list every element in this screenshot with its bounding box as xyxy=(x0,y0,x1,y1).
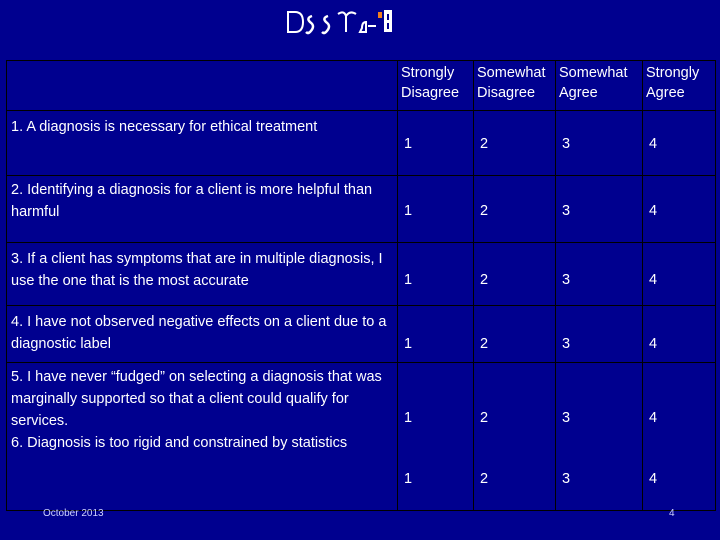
score-3: 3 xyxy=(556,111,643,176)
score-2: 2 xyxy=(474,243,556,306)
statement-3: 3. If a client has symptoms that are in multiple diagnosis, I use the one that is the most accurate xyxy=(7,243,398,306)
footer-date: October 2013 xyxy=(43,508,104,519)
statement-1: 1. A diagnosis is necessary for ethical treatment xyxy=(7,111,398,176)
header-somewhat-disagree: Somewhat Disagree xyxy=(474,61,556,111)
survey-table xyxy=(6,60,716,511)
slide-title xyxy=(0,4,720,40)
header-strongly-disagree: Strongly Disagree xyxy=(398,61,474,111)
statement-5: 5. I have never “fudged” on selecting a diagnosis that was marginally supported so that a client could qualify for services. xyxy=(11,369,382,429)
score-3: 3 3 xyxy=(556,363,643,511)
table-row xyxy=(7,243,716,306)
statement-4: 4. I have not observed negative effects on a client due to a diagnostic label xyxy=(7,306,398,363)
statement-2: 2. Identifying a diagnosis for a client is more helpful than harmful xyxy=(7,176,398,243)
score-4: 4 4 xyxy=(643,363,716,511)
table-row xyxy=(7,306,716,363)
score-3: 3 xyxy=(556,306,643,363)
statement-6: 6. Diagnosis is too rigid and constrained by statistics xyxy=(11,435,348,451)
table-row xyxy=(7,176,716,243)
score-2: 2 xyxy=(474,306,556,363)
header-somewhat-agree: Somewhat Agree xyxy=(556,61,643,111)
dsm-5-title-logo xyxy=(286,6,406,38)
statement-5-6 xyxy=(7,363,398,511)
score-4: 4 xyxy=(643,176,716,243)
table-row xyxy=(7,111,716,176)
score-1: 1 xyxy=(398,176,474,243)
score-1: 1 xyxy=(398,306,474,363)
header-row xyxy=(7,61,716,111)
page-number: 4 xyxy=(669,508,675,519)
score-1: 1 xyxy=(398,243,474,306)
score-4: 4 xyxy=(643,111,716,176)
score-1: 1 xyxy=(398,111,474,176)
score-1: 1 1 xyxy=(398,363,474,511)
score-2: 2 2 xyxy=(474,363,556,511)
header-empty-cell xyxy=(7,61,398,111)
score-4: 4 xyxy=(643,306,716,363)
score-3: 3 xyxy=(556,243,643,306)
table-row xyxy=(7,363,716,511)
score-2: 2 xyxy=(474,176,556,243)
header-strongly-agree: Strongly Agree xyxy=(643,61,716,111)
score-3: 3 xyxy=(556,176,643,243)
score-2: 2 xyxy=(474,111,556,176)
score-4: 4 xyxy=(643,243,716,306)
